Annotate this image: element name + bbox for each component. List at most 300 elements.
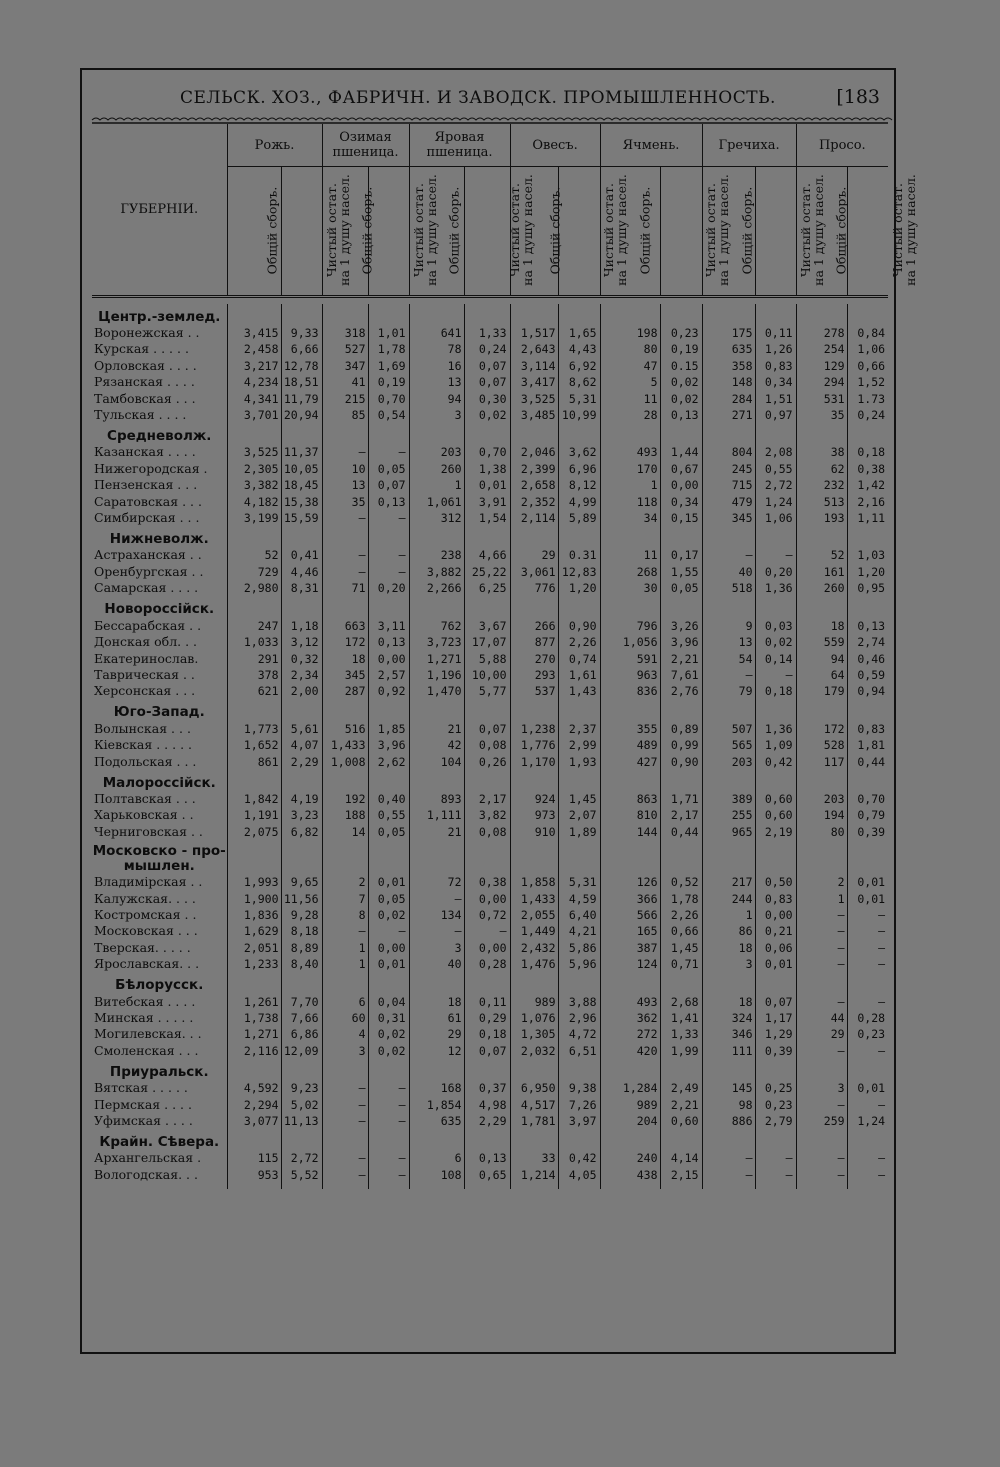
region-heading-row [92,1129,888,1150]
cell-total-harvest: 29 [796,1026,847,1042]
cell-total-harvest: 42 [409,737,464,753]
crop-group-header: Просо. [796,124,888,167]
cell-total-harvest: 86 [702,923,755,939]
cell-total-harvest: — [322,1080,368,1096]
cell-net-per-capita: 3,23 [281,807,322,823]
cell-total-harvest: 33 [510,1150,558,1166]
guberniya-name: Уфимская . . . . [94,1113,193,1129]
cell-total-harvest: 493 [600,994,660,1010]
cell-net-per-capita: 1,71 [660,791,702,807]
table-row [92,791,888,807]
cell-net-per-capita: 0,70 [368,391,409,407]
table-row [92,721,888,737]
cell-net-per-capita: 0,34 [660,494,702,510]
cell-net-per-capita: 1,81 [847,737,888,753]
cell-net-per-capita: 4,05 [558,1167,600,1183]
cell-net-per-capita: 0,28 [464,956,510,972]
cell-net-per-capita: 0,38 [847,461,888,477]
cell-net-per-capita: 9,23 [281,1080,322,1096]
cell-total-harvest: 1,061 [409,494,464,510]
cell-total-harvest: 2,432 [510,940,558,956]
cell-total-harvest: 35 [322,494,368,510]
table-row [92,618,888,634]
cell-total-harvest: 270 [510,651,558,667]
cell-net-per-capita: 1,24 [755,494,796,510]
cell-total-harvest: 910 [510,824,558,840]
guberniya-name: Тамбовская . . . [94,390,196,406]
cell-net-per-capita: 0,02 [368,1043,409,1059]
guberniya-name: Вологодская. . . [94,1166,198,1182]
cell-net-per-capita: — [847,1097,888,1113]
cell-net-per-capita: 0,41 [281,547,322,563]
table-row [92,891,888,907]
cell-total-harvest: 272 [600,1026,660,1042]
guberniya-name: Курская . . . . . [94,341,189,357]
cell-net-per-capita: 0,99 [660,737,702,753]
cell-total-harvest: 179 [796,683,847,699]
guberniya-name: Минская . . . . . [94,1010,194,1025]
table-row [92,634,888,650]
cell-net-per-capita: 2,99 [558,737,600,753]
cell-total-harvest: 507 [702,721,755,737]
cell-net-per-capita: 0,02 [464,407,510,423]
cell-net-per-capita: 0,07 [755,994,796,1010]
cell-net-per-capita: 5,89 [558,510,600,526]
cell-net-per-capita: 0,01 [368,956,409,972]
cell-net-per-capita: 0,72 [464,907,510,923]
cell-net-per-capita: 0,30 [464,391,510,407]
cell-total-harvest: 240 [600,1150,660,1166]
cell-net-per-capita: 0,05 [660,580,702,596]
cell-net-per-capita: — [755,1167,796,1183]
cell-total-harvest: 965 [702,824,755,840]
cell-net-per-capita: 0,40 [368,791,409,807]
cell-net-per-capita: 0,02 [368,907,409,923]
cell-total-harvest: 115 [227,1150,281,1166]
crop-group-header: Рожь. [227,124,322,167]
cell-net-per-capita: 4,99 [558,494,600,510]
cell-net-per-capita: 4,19 [281,791,322,807]
guberniya-name: Кіевская . . . . . [94,737,192,753]
subheader-total-harvest: Общій сборъ. [322,167,368,297]
ornamental-rule [92,116,888,124]
guberniya-name: Самарская . . . . [94,580,199,596]
cell-net-per-capita: — [464,923,510,939]
cell-net-per-capita: 0,95 [847,580,888,596]
cell-total-harvest: 4,592 [227,1080,281,1096]
cell-total-harvest: 203 [702,754,755,770]
cell-net-per-capita: 0,23 [755,1097,796,1113]
cell-total-harvest: 260 [409,461,464,477]
cell-total-harvest: 3,061 [510,564,558,580]
cell-net-per-capita: 0,70 [847,791,888,807]
cell-net-per-capita: 1,33 [464,325,510,341]
cell-total-harvest: 2,116 [227,1043,281,1059]
cell-total-harvest: 427 [600,754,660,770]
cell-total-harvest: 1 [796,891,847,907]
cell-total-harvest: 16 [409,358,464,374]
cell-total-harvest: 1,652 [227,737,281,753]
cell-net-per-capita: 0,42 [755,754,796,770]
cell-net-per-capita: 1,69 [368,358,409,374]
cell-total-harvest: 18 [702,940,755,956]
cell-total-harvest: 527 [322,341,368,357]
cell-total-harvest: 165 [600,923,660,939]
cell-total-harvest: 80 [796,824,847,840]
cell-net-per-capita: 3,12 [281,634,322,650]
cell-total-harvest: 217 [702,874,755,890]
table-row [92,547,888,563]
cell-net-per-capita: 0,00 [464,891,510,907]
cell-total-harvest: 268 [600,564,660,580]
cell-total-harvest: 1,008 [322,754,368,770]
cell-total-harvest: 762 [409,618,464,634]
guberniya-name: Оренбургская . . [94,563,204,579]
cell-total-harvest: 389 [702,791,755,807]
cell-net-per-capita: — [368,1150,409,1166]
cell-total-harvest: 41 [322,374,368,390]
cell-net-per-capita: — [368,1097,409,1113]
cell-net-per-capita: — [755,547,796,563]
cell-total-harvest: 641 [409,325,464,341]
guberniya-name: Астраханская . . [94,547,202,563]
table-row [92,1026,888,1042]
guberniya-name: Воронежская . . [94,325,200,340]
table-body [92,304,888,1189]
cell-total-harvest: 312 [409,510,464,526]
subheader-total-harvest: Общій сборъ. [409,167,464,297]
cell-total-harvest: 989 [600,1097,660,1113]
cell-net-per-capita: 0,08 [464,737,510,753]
cell-total-harvest: 175 [702,325,755,341]
cell-net-per-capita: 0,05 [368,824,409,840]
table-row [92,1167,888,1183]
cell-net-per-capita: 0,90 [558,618,600,634]
table-row [92,683,888,699]
table-row [92,807,888,823]
region-name: Нижневолж. [109,531,209,548]
cell-total-harvest: 11 [600,547,660,563]
guberniya-name: Тверская. . . . . [94,939,191,955]
guberniya-name: Бессарабская . . [94,617,202,633]
cell-net-per-capita: 0,83 [755,891,796,907]
cell-net-per-capita: 2,76 [660,683,702,699]
cell-net-per-capita: 1,18 [281,618,322,634]
cell-total-harvest: 1,629 [227,923,281,939]
cell-total-harvest: 7 [322,891,368,907]
guberniya-name: Подольская . . . [94,753,197,769]
cell-total-harvest: 172 [796,721,847,737]
crop-group-header: Гречиха. [702,124,796,167]
cell-total-harvest: 2,658 [510,477,558,493]
cell-total-harvest: 635 [409,1113,464,1129]
cell-net-per-capita: — [847,923,888,939]
cell-net-per-capita: 1,01 [368,325,409,341]
cell-net-per-capita: 0,38 [464,874,510,890]
cell-total-harvest: 715 [702,477,755,493]
cell-net-per-capita: 2,79 [755,1113,796,1129]
cell-net-per-capita: 1,93 [558,754,600,770]
guberniya-name: Таврическая . . [94,666,195,682]
cell-net-per-capita: 1,65 [558,325,600,341]
cell-total-harvest: 1,056 [600,634,660,650]
table-row [92,407,888,423]
cell-net-per-capita: 0,60 [755,791,796,807]
cell-net-per-capita: 2,34 [281,667,322,683]
cell-net-per-capita: 2,16 [847,494,888,510]
table-row [92,358,888,374]
cell-net-per-capita: 1,38 [464,461,510,477]
cell-net-per-capita: 0,02 [660,391,702,407]
cell-net-per-capita: 0,39 [755,1043,796,1059]
cell-net-per-capita: 0,24 [847,407,888,423]
cell-total-harvest: 2 [796,874,847,890]
cell-net-per-capita: 5,31 [558,874,600,890]
guberniya-name: Казанская . . . . [94,444,196,460]
table-row [92,824,888,840]
cell-total-harvest: 420 [600,1043,660,1059]
guberniya-name: Волынская . . . [94,720,191,736]
guberniya-name: Нижегородская . [94,460,208,476]
cell-net-per-capita: 0,11 [755,325,796,341]
column-header-guberniya: ГУБЕРНІИ. [120,202,199,217]
subheader-net-per-capita: Чистый остат. на 1 душу насел. [660,167,702,297]
cell-total-harvest: 170 [600,461,660,477]
cell-total-harvest: 528 [796,737,847,753]
cell-net-per-capita: 0,13 [847,618,888,634]
cell-total-harvest: 3,882 [409,564,464,580]
cell-total-harvest: — [322,1113,368,1129]
region-name: Бѣлорусск. [115,977,204,994]
cell-total-harvest: 810 [600,807,660,823]
cell-net-per-capita: 7,61 [660,667,702,683]
cell-total-harvest: 6 [322,994,368,1010]
cell-total-harvest: 2,032 [510,1043,558,1059]
region-heading-row [92,526,888,547]
cell-total-harvest: 2,643 [510,341,558,357]
cell-total-harvest: 776 [510,580,558,596]
cell-total-harvest: 293 [510,667,558,683]
cell-net-per-capita: 2,07 [558,807,600,823]
cell-net-per-capita: 0,67 [660,461,702,477]
cell-total-harvest: — [322,547,368,563]
cell-total-harvest: 493 [600,444,660,460]
cell-total-harvest: 278 [796,325,847,341]
guberniya-name: Витебская . . . . [94,993,196,1009]
cell-net-per-capita: 0,66 [660,923,702,939]
cell-total-harvest: 1 [600,477,660,493]
cell-net-per-capita: 1,36 [755,580,796,596]
cell-total-harvest: 3,382 [227,477,281,493]
cell-total-harvest: 1,781 [510,1113,558,1129]
cell-net-per-capita: 0,60 [755,807,796,823]
cell-net-per-capita: 0,18 [464,1026,510,1042]
cell-net-per-capita: 0,01 [847,891,888,907]
cell-net-per-capita: 7,66 [281,1010,322,1026]
guberniya-name: Ярославская. . . [94,956,200,972]
cell-total-harvest: 1,738 [227,1010,281,1026]
cell-net-per-capita: 15,59 [281,510,322,526]
cell-total-harvest: 362 [600,1010,660,1026]
guberniya-name: Смоленская . . . [94,1042,199,1058]
cell-total-harvest: 963 [600,667,660,683]
cell-net-per-capita: 2,72 [755,477,796,493]
table-row [92,956,888,972]
cell-total-harvest: 2,352 [510,494,558,510]
table-row [92,754,888,770]
region-name: Новороссійск. [104,601,215,618]
cell-net-per-capita: 1,44 [660,444,702,460]
cell-total-harvest: 35 [796,407,847,423]
cell-total-harvest: 621 [227,683,281,699]
region-name: Центр.-землед. [98,308,221,325]
subheader-total-harvest: Общій сборъ. [600,167,660,297]
cell-net-per-capita: 1,06 [755,510,796,526]
table-row [92,737,888,753]
cell-total-harvest: — [409,891,464,907]
cell-net-per-capita: 1,03 [847,547,888,563]
cell-total-harvest: 29 [409,1026,464,1042]
cell-total-harvest: 4,341 [227,391,281,407]
cell-total-harvest: 729 [227,564,281,580]
cell-net-per-capita: 0,07 [464,374,510,390]
region-name: Московско - про- мышлен. [92,843,226,875]
cell-total-harvest: 78 [409,341,464,357]
cell-total-harvest: 47 [600,358,660,374]
cell-total-harvest: 244 [702,891,755,907]
cell-net-per-capita: 0,00 [755,907,796,923]
cell-total-harvest: 4,234 [227,374,281,390]
crop-group-header: Овесъ. [510,124,600,167]
cell-net-per-capita: 9,28 [281,907,322,923]
cell-net-per-capita: 5,31 [558,391,600,407]
cell-net-per-capita: 0,23 [660,325,702,341]
cell-net-per-capita: 8,40 [281,956,322,972]
cell-net-per-capita: 0,66 [847,358,888,374]
cell-total-harvest: — [322,1097,368,1113]
cell-total-harvest: 18 [322,651,368,667]
cell-net-per-capita: 3,91 [464,494,510,510]
cell-total-harvest: 387 [600,940,660,956]
table-row [92,1010,888,1026]
cell-net-per-capita: 0,02 [368,1026,409,1042]
cell-total-harvest: 1,284 [600,1080,660,1096]
cell-total-harvest: — [796,923,847,939]
cell-net-per-capita: 0,32 [281,651,322,667]
cell-net-per-capita: 18,45 [281,477,322,493]
region-name: Средневолж. [107,428,212,445]
guberniya-name: Екатеринослав. [94,650,199,666]
cell-net-per-capita: 1,24 [847,1113,888,1129]
cell-net-per-capita: 0,07 [464,721,510,737]
cell-total-harvest: — [796,907,847,923]
cell-total-harvest: 259 [796,1113,847,1129]
cell-total-harvest: 11 [600,391,660,407]
cell-total-harvest: 30 [600,580,660,596]
cell-net-per-capita: 0,34 [755,374,796,390]
crop-group-header: Яровая пшеница. [409,124,510,167]
cell-total-harvest: 3 [322,1043,368,1059]
cell-total-harvest: 168 [409,1080,464,1096]
cell-net-per-capita: 9,65 [281,874,322,890]
cell-net-per-capita: 0,29 [464,1010,510,1026]
guberniya-name: Могилевская. . . [94,1026,202,1042]
cell-net-per-capita: 0,31 [368,1010,409,1026]
cell-net-per-capita: 1,61 [558,667,600,683]
cell-net-per-capita: 6,96 [558,461,600,477]
cell-total-harvest: 104 [409,754,464,770]
table-row [92,564,888,580]
table-row [92,510,888,526]
cell-net-per-capita: 0,90 [660,754,702,770]
cell-total-harvest: 1,271 [227,1026,281,1042]
cell-total-harvest: 1,261 [227,994,281,1010]
cell-total-harvest: 1,773 [227,721,281,737]
cell-net-per-capita: 8,89 [281,940,322,956]
cell-net-per-capita: 6,25 [464,580,510,596]
cell-net-per-capita: 2,68 [660,994,702,1010]
cell-net-per-capita: 0,02 [660,374,702,390]
cell-total-harvest: 198 [600,325,660,341]
crop-group-header: Озимая пшеница. [322,124,409,167]
cell-net-per-capita: 0,83 [755,358,796,374]
cell-net-per-capita: 0,83 [847,721,888,737]
cell-net-per-capita: 0,02 [755,634,796,650]
cell-net-per-capita: 6,66 [281,341,322,357]
cell-total-harvest: — [702,1167,755,1183]
cell-net-per-capita: 11,79 [281,391,322,407]
cell-net-per-capita: 0,06 [755,940,796,956]
guberniya-name: Тульская . . . . [94,407,187,423]
cell-total-harvest: — [702,667,755,683]
cell-net-per-capita: 0,05 [368,461,409,477]
cell-net-per-capita: 0,89 [660,721,702,737]
cell-total-harvest: 804 [702,444,755,460]
guberniya-name: Пермская . . . . [94,1096,192,1112]
cell-total-harvest: — [796,1097,847,1113]
cell-net-per-capita: 0,00 [368,940,409,956]
cell-total-harvest: 192 [322,791,368,807]
cell-net-per-capita: 1,29 [755,1026,796,1042]
cell-net-per-capita: 0,18 [755,683,796,699]
cell-total-harvest: 1 [409,477,464,493]
cell-total-harvest: 886 [702,1113,755,1129]
cell-total-harvest: 537 [510,683,558,699]
cell-total-harvest: 111 [702,1043,755,1059]
cell-total-harvest: 52 [796,547,847,563]
page-title: СЕЛЬСК. ХОЗ., ФАБРИЧН. И ЗАВОДСК. ПРОМЫШЛЕННОСТЬ. [180,88,776,108]
cell-total-harvest: 14 [322,824,368,840]
cell-total-harvest: 3,077 [227,1113,281,1129]
cell-net-per-capita: 2,26 [558,634,600,650]
cell-net-per-capita: 4,72 [558,1026,600,1042]
cell-net-per-capita: 2,62 [368,754,409,770]
cell-total-harvest: — [322,1167,368,1183]
subheader-net-per-capita: Чистый остат. на 1 душу насел. [755,167,796,297]
cell-net-per-capita: 1,33 [660,1026,702,1042]
cell-total-harvest: 591 [600,651,660,667]
cell-net-per-capita: 0,39 [847,824,888,840]
cell-total-harvest: 1,271 [409,651,464,667]
table-row [92,374,888,390]
cell-net-per-capita: 25,22 [464,564,510,580]
cell-total-harvest: 559 [796,634,847,650]
cell-net-per-capita: 2,17 [660,807,702,823]
table-row [92,391,888,407]
cell-total-harvest: — [409,923,464,939]
cell-net-per-capita: 0,55 [368,807,409,823]
guberniya-name: Вятская . . . . . [94,1080,188,1096]
